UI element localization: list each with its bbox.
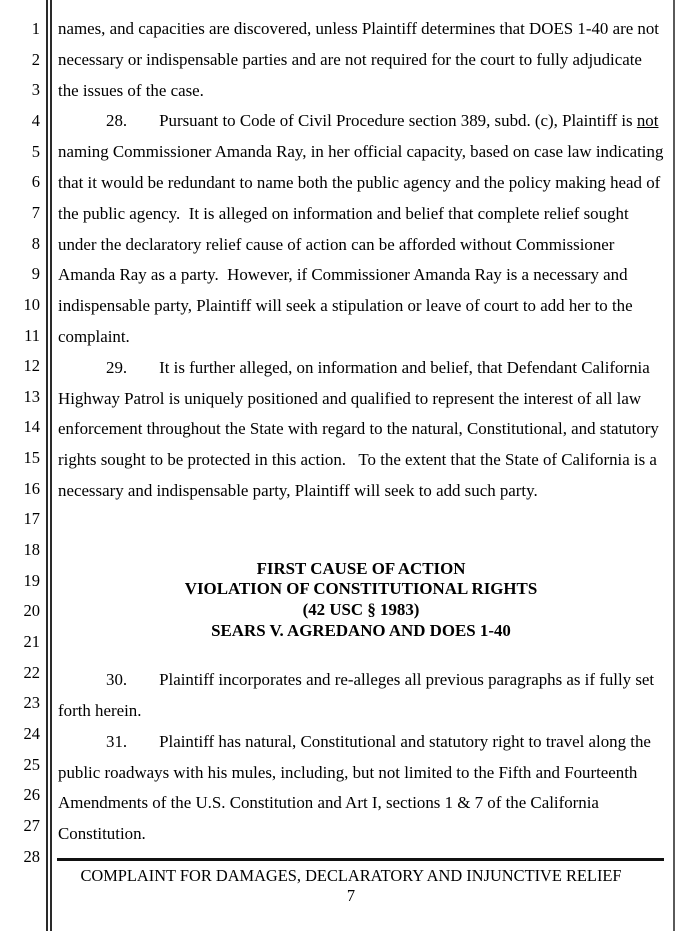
line-number-22: 22 — [23, 662, 40, 682]
left-double-rule-inner — [50, 0, 52, 931]
document-body — [58, 14, 664, 850]
line-number-24: 24 — [23, 723, 40, 743]
line-number-13: 13 — [23, 386, 40, 406]
paragraph-text: naming Commissioner Amanda Ray, in her official capacity, based on case law indicating that it would be redundant to name both the public agency and the policy making head of the public agency. It is alleged on information and belief that complete relief sought under the declaratory relief cause of action can be afforded without Commissioner Amanda Ray as a party. However, if Commissioner Amanda Ray is a necessary and indispensable party, Plaintiff will seek a stipulation or leave of court to add her to the complaint. — [58, 142, 664, 346]
paragraph-31 — [58, 727, 664, 850]
line-number-12: 12 — [23, 356, 40, 376]
heading-line: VIOLATION OF CONSTITUTIONAL RIGHTS — [184, 579, 538, 599]
paragraph-text: It is further alleged, on information and belief, that Defendant California Highway Patrol is uniquely positioned and qualified to represent the interest of all law enforcement throughout the State with regard to the natural, Constitutional, and statutory rights sought to be protected in this action. To the extent that the State of California is a necessary and indispensable party, Plaintiff will seek to add such party. — [58, 357, 659, 500]
line-number-2: 2 — [31, 49, 40, 69]
line-number-5: 5 — [31, 141, 40, 161]
line-number-26: 26 — [23, 785, 40, 805]
line-number-20: 20 — [23, 601, 40, 621]
line-number-23: 23 — [23, 693, 40, 713]
line-number-21: 21 — [23, 632, 40, 651]
section-heading — [58, 559, 664, 641]
left-double-rule-outer — [46, 0, 48, 931]
paragraph-text: Plaintiff has natural, Constitutional and statutory right to travel along the public roadways with his mules, including, but not limited to the Fifth and Fourteenth Amendments of the U.S. Constitution and Art I, sections 1 & 7 of the California Constitution. — [58, 731, 651, 844]
line-number-28: 28 — [23, 846, 40, 866]
line-number-14: 14 — [23, 417, 40, 437]
line-number-7: 7 — [31, 202, 40, 222]
line-number-1: 1 — [31, 19, 40, 38]
line-number-gutter — [0, 0, 40, 931]
paragraph-text: Plaintiff incorporates and re-alleges all previous paragraphs as if fully set forth herein. — [58, 670, 655, 720]
paragraph-28 — [58, 106, 664, 352]
line-number-15: 15 — [23, 448, 40, 468]
paragraph-text: names, and capacities are discovered, unless Plaintiff determines that DOES 1-40 are not necessary or indispensable parties and are not required for the court to fully adjudicate the issues of the case. — [58, 19, 659, 100]
paragraph-number: 29. — [106, 357, 128, 377]
line-number-17: 17 — [23, 509, 40, 529]
line-number-16: 16 — [23, 478, 40, 498]
paragraph-29 — [58, 353, 664, 507]
paragraph-30 — [58, 665, 664, 727]
line-number-3: 3 — [31, 80, 40, 100]
right-margin-rule — [673, 0, 675, 931]
line-number-6: 6 — [31, 172, 40, 192]
line-number-27: 27 — [23, 815, 40, 835]
line-number-11: 11 — [24, 325, 40, 345]
footer-document-title: COMPLAINT FOR DAMAGES, DECLARATORY AND INJUNCTIVE RELIEF — [80, 866, 622, 885]
heading-line: SEARS V. AGREDANO AND DOES 1-40 — [211, 620, 511, 640]
footer-page-number: 7 — [346, 886, 356, 905]
line-number-4: 4 — [31, 110, 40, 130]
paragraph-continuation — [58, 14, 664, 106]
paragraph-number: 31. — [106, 731, 128, 751]
paragraph-text: Pursuant to Code of Civil Procedure section 389, subd. (c), Plaintiff is — [159, 111, 637, 131]
underlined-text: not — [636, 111, 659, 131]
line-number-25: 25 — [23, 754, 40, 774]
line-number-19: 19 — [23, 570, 40, 590]
paragraph-number: 28. — [106, 111, 128, 131]
heading-line: FIRST CAUSE OF ACTION — [256, 558, 466, 578]
footer-rule — [57, 858, 664, 861]
line-number-9: 9 — [31, 264, 40, 284]
paragraph-number: 30. — [106, 670, 128, 690]
line-number-8: 8 — [31, 233, 40, 253]
line-number-10: 10 — [23, 294, 40, 314]
heading-line: (42 USC § 1983) — [302, 599, 420, 619]
line-number-18: 18 — [23, 540, 40, 560]
